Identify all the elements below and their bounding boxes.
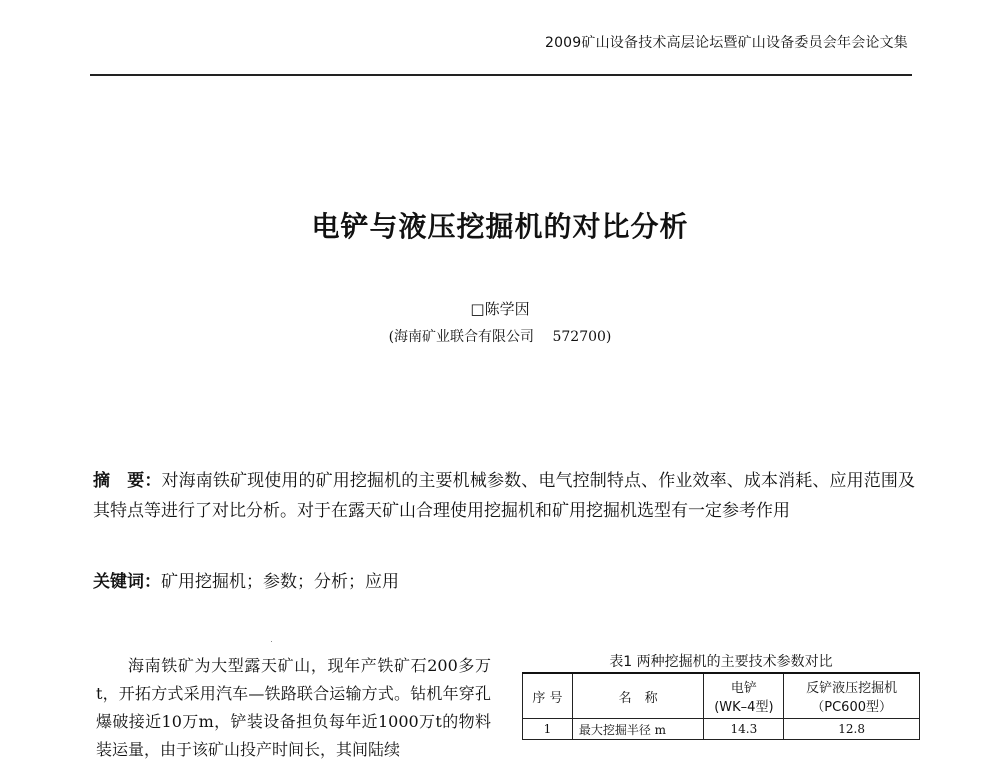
- keywords-text: 矿用挖掘机；参数；分析；应用: [161, 572, 399, 592]
- abstract: [93, 466, 915, 526]
- author: □陈学因: [470, 300, 530, 318]
- row-no: 1: [523, 719, 573, 740]
- abstract-text: 对海南铁矿现使用的矿用挖掘机的主要机械参数、电气控制特点、作业效率、成本消耗、应用范围及其特点等进行了对比分析。对于在露天矿山合理使用挖掘机和矿用挖掘机选型有一定参考作用: [93, 471, 916, 521]
- abstract-label: 摘 要：: [93, 471, 162, 491]
- header-name: 名 称: [572, 673, 704, 719]
- row-excavator-value: 12.8: [784, 719, 920, 740]
- header-shovel: 电铲 (WK–4型): [704, 673, 784, 719]
- table-caption: 表1 两种挖掘机的主要技术参数对比: [609, 654, 833, 670]
- header-text: 2009矿山设备技术高层论坛暨矿山设备委员会年会论文集: [544, 35, 908, 51]
- keywords-label: 关键词：: [93, 572, 161, 592]
- parameter-table: [522, 672, 920, 740]
- page-header: [90, 0, 912, 76]
- row-name: 最大挖掘半径 m: [572, 719, 704, 740]
- table-header-row: [523, 673, 920, 719]
- body-paragraph: 海南铁矿为大型露天矿山，现年产铁矿石200多万t，开拓方式采用汽车—铁路联合运输方式。钻机年穿孔爆破接近10万m，铲装设备担负每年近1000万t的物料装运量，由于该矿山投产时间长，其间陆续: [96, 656, 491, 759]
- affiliation: (海南矿业联合有限公司 572700): [388, 329, 612, 345]
- parameter-table-block: [522, 652, 920, 740]
- row-shovel-value: 14.3: [704, 719, 784, 740]
- header-excavator: 反铲液压挖掘机 （PC600型）: [784, 673, 920, 719]
- keywords: [93, 567, 915, 597]
- paper-title: 电铲与液压挖掘机的对比分析: [311, 210, 689, 243]
- header-no: 序 号: [523, 673, 573, 719]
- table-row: [523, 719, 920, 740]
- scan-speck: [271, 641, 272, 642]
